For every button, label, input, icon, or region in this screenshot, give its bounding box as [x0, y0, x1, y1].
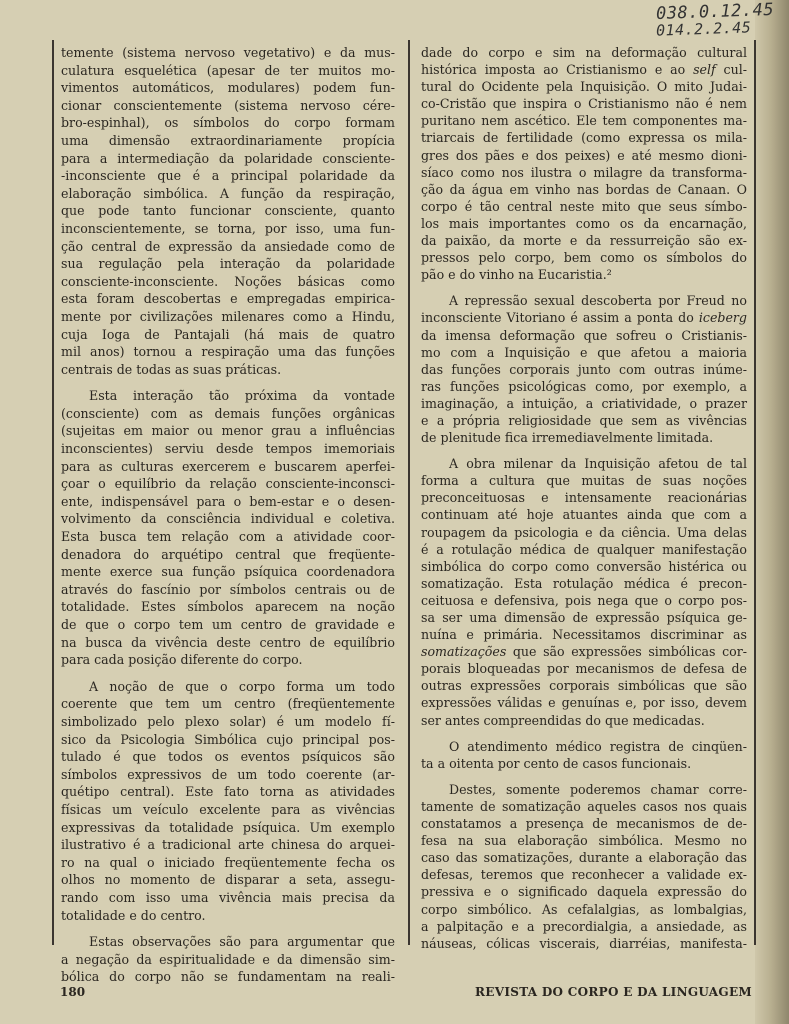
text-line: defesas, teremos que reconhecer a validade ex- [421, 867, 747, 883]
text-line: bólica do corpo não se fundamentam na reali- [61, 969, 395, 985]
text-line: constatamos a presença de mecanismos de de- [421, 816, 747, 832]
text-line: Esta interação tão próxima da vontade [89, 388, 395, 404]
text-line: denadora do arquétipo central que freqüente- [61, 546, 395, 562]
text-line: da paixão, da morte e da ressurreição são ex- [421, 233, 747, 249]
text-line: para cada posição diferente do corpo. [61, 652, 303, 668]
text-segment: histórica imposta ao Cristianismo e ao [421, 62, 694, 78]
text-segment: cul- [715, 62, 747, 78]
paragraph [61, 933, 395, 986]
text-line: A obra milenar da Inquisição afetou de tal [449, 456, 747, 472]
text-line: inconscientemente, se torna, por isso, uma fun- [61, 220, 395, 236]
text-line: Estas observações são para argumentar que [89, 934, 395, 950]
right-text-column [421, 44, 747, 961]
journal-title: REVISTA DO CORPO E DA LINGUAGEM [474, 985, 752, 999]
text-line: corpo simbólico. As cefalalgias, as lombalgias, [421, 901, 747, 917]
column-divider [408, 40, 410, 945]
text-line: esta foram descobertas e empregadas empirica- [61, 291, 395, 307]
paragraph [61, 387, 395, 669]
text-line: Esta busca tem relação com a atividade coor- [61, 529, 395, 545]
text-line [421, 309, 747, 326]
text-line: nuína e primária. Necessitamos discriminar as [421, 627, 747, 643]
text-line: ser antes compreendidas do que medicadas. [421, 712, 705, 728]
text-line: rando com isso uma vivência mais precisa da [61, 889, 395, 905]
text-line: forma a cultura que muitas de suas noções [421, 473, 747, 489]
text-line: físicas um veículo excelente para as vivências [61, 801, 395, 817]
text-segment: que são expressões simbólicas cor- [506, 644, 747, 660]
page-number: 180 [60, 985, 86, 999]
text-line: da imensa deformação que sofreu o Cristianis- [421, 327, 747, 343]
paragraph [421, 455, 747, 729]
text-line: puritano nem ascético. Ele tem componentes ma- [421, 113, 747, 129]
text-line: ras funções psicológicas como, por exemplo, a [421, 378, 747, 394]
text-line: los mais importantes como os da encarnação, [421, 215, 747, 231]
text-line: volvimento da consciência individual e coletiva. [61, 511, 395, 527]
text-line [421, 61, 747, 78]
text-line: mil anos) tornou a respiração uma das funções [61, 344, 395, 360]
text-line: sa ser uma dimensão de expressão psíquica ge- [421, 610, 747, 625]
text-line: preconceituosas e intensamente reacionárias [421, 490, 747, 506]
text-line: uma dimensão extraordinariamente propícia [61, 132, 395, 148]
text-line: caso das somatizações, durante a elaboração das [421, 850, 747, 866]
text-line: pressos pelo corpo, bem como os símbolos do [421, 250, 747, 266]
text-line: através do fascínio por símbolos centrais ou de [61, 581, 395, 597]
left-text-column [61, 44, 395, 995]
text-line: sua regulação pela interação da polaridade [61, 256, 395, 272]
text-line: cionar conscientemente (sistema nervoso cére- [61, 97, 395, 113]
left-margin-rule [52, 40, 54, 945]
paragraph [61, 678, 395, 924]
page-curl-shadow [755, 0, 789, 1024]
text-line: imaginação, a intuição, a criatividade, o prazer [421, 395, 747, 411]
text-line: mo com a Inquisição e que afetou a maioria [421, 344, 747, 360]
text-line: para a intermediação da polaridade consciente- [61, 150, 395, 166]
paragraph [421, 44, 747, 283]
text-line: e a própria religiosidade que sem as vivências [421, 412, 747, 428]
text-line: O atendimento médico registra de cinqüen- [449, 738, 747, 754]
paragraph [421, 292, 747, 446]
text-line: temente (sistema nervoso vegetativo) e da mus- [61, 45, 395, 60]
text-line: de que o corpo tem um centro de gravidade e [61, 617, 395, 632]
text-line: vimentos automáticos, modulares) podem fun- [61, 80, 395, 96]
text-line: totalidade e do centro. [61, 907, 206, 923]
text-line: culatura esquelética (apesar de ter muitos mo- [61, 62, 395, 78]
text-line: porais bloqueadas por mecanismos de defesa de [421, 661, 747, 677]
text-line: pressiva e o significado daquela expressão do [421, 884, 747, 900]
text-line: consciente-inconsciente. Noções básicas como [61, 273, 395, 289]
text-line: tulado é que todos os eventos psíquicos são [61, 749, 395, 765]
text-line: ção da água em vinho nas bordas de Canaan. O [421, 181, 747, 197]
text-line: (consciente) com as demais funções orgânicas [61, 405, 395, 421]
italic-term: somatizações [421, 644, 507, 660]
text-line: ilustrativo é a tradicional arte chinesa do arquei- [61, 837, 395, 853]
text-line: inconscientes) serviu desde tempos imemoriais [61, 441, 395, 457]
text-line: bro-espinhal), os símbolos do corpo formam [61, 115, 395, 131]
text-line: tural do Ocidente pela Inquisição. O mito Judai- [421, 79, 747, 95]
text-line: fesa na sua elaboração simbólica. Mesmo no [421, 833, 747, 849]
text-line: símbolos expressivos de um todo coerente (ar- [61, 766, 395, 782]
text-line: olhos no momento de disparar a seta, assegu- [61, 872, 395, 888]
paragraph [421, 738, 747, 772]
text-line: para as culturas exercerem e buscarem aperfei- [61, 458, 395, 474]
text-line: expressões válidas e genuínas e, por isso, devem [421, 695, 747, 711]
text-line: coerente que tem um centro (freqüentemente [61, 696, 395, 712]
text-line: é a rotulação médica de qualquer manifestação [421, 541, 747, 557]
handwritten-annotation-2: 014.2.2.45 [655, 18, 752, 40]
text-line: centrais de todas as suas práticas. [61, 361, 282, 377]
text-line: náuseas, cólicas viscerais, diarréias, manifesta- [421, 935, 747, 951]
text-line: cuja Ioga de Pantajali (há mais de quatro [61, 326, 395, 342]
handwritten-annotation-1: 038.0.12.45 [655, 0, 775, 25]
text-line: que pode tanto funcionar consciente, quanto [61, 203, 395, 219]
text-line: Destes, somente poderemos chamar corre- [449, 781, 747, 797]
text-line [421, 643, 747, 660]
text-line: dade do corpo e sim na deformação cultural [421, 45, 747, 60]
text-line: sico da Psicologia Simbólica cujo principal pos- [61, 731, 395, 747]
text-line: roupagem da psicologia e da ciência. Uma delas [421, 524, 747, 540]
text-line: totalidade. Estes símbolos aparecem na noção [61, 599, 395, 615]
italic-term: iceberg [698, 310, 747, 326]
text-line: outras expressões corporais simbólicas que são [421, 678, 747, 694]
text-line: co-Cristão que inspira o Cristianismo não é nem [421, 96, 747, 112]
text-line: mente por civilizações milenares como a Hindu, [61, 308, 395, 324]
text-line: tamente de somatização aqueles casos nos quais [421, 798, 747, 814]
text-line: (sujeitas em maior ou menor grau a influências [61, 423, 395, 439]
text-line: pão e do vinho na Eucaristia.² [421, 267, 612, 283]
text-line: ção central de expressão da ansiedade como de [61, 238, 395, 254]
text-line: expressivas da totalidade psíquica. Um exemplo [61, 819, 395, 835]
paragraph [421, 781, 747, 952]
right-margin-rule [754, 40, 756, 945]
text-line: na busca da vivência deste centro de equilíbrio [61, 634, 395, 650]
text-line: a palpitação e a precordialgia, a ansiedade, as [421, 918, 747, 934]
text-line: triarcais de fertilidade (como expressa os mila- [421, 130, 747, 146]
text-line: simbólica do corpo como conversão histérica ou [421, 558, 747, 574]
text-line: ente, indispensável para o bem-estar e o desen- [61, 493, 395, 509]
text-line: elaboração simbólica. A função da respiração, [61, 185, 395, 201]
text-line: a negação da espiritualidade e da dimensão sim- [61, 951, 395, 967]
text-line: çoar o equilíbrio da relação consciente-inconsci- [61, 476, 395, 492]
text-line: A repressão sexual descoberta por Freud no [449, 293, 747, 309]
text-line: quétipo central). Este fato torna as atividades [61, 784, 395, 800]
text-line: ceituosa e defensiva, pois nega que o corpo pos- [421, 592, 747, 608]
text-line: A noção de que o corpo forma um todo [89, 678, 395, 694]
text-line: ta a oitenta por cento de casos funcionais. [421, 755, 692, 771]
text-line: corpo é tão central neste mito que seus símbo- [421, 198, 747, 214]
text-line: continuam até hoje atuantes ainda que com a [421, 507, 747, 523]
text-line: somatização. Esta rotulação médica é precon- [421, 575, 747, 591]
text-line: gres dos pães e dos peixes) e até mesmo dioni- [421, 147, 747, 163]
italic-term: self [693, 62, 716, 78]
text-line: de plenitude fica irremediavelmente limitada. [421, 430, 714, 446]
text-line: -inconsciente que é a principal polaridade da [61, 168, 395, 184]
text-line: das funções corporais junto com outras inúme- [421, 361, 747, 377]
text-line: síaco como nos ilustra o milagre da transforma- [421, 164, 747, 180]
paragraph [61, 44, 395, 378]
text-line: simbolizado pelo plexo solar) é um modelo fí- [61, 713, 395, 729]
text-line: ro na qual o iniciado freqüentemente fecha os [61, 854, 395, 870]
text-segment: inconsciente Vitoriano é assim a ponta do [421, 310, 699, 326]
text-line: mente exerce sua função psíquica coordenadora [61, 564, 395, 580]
